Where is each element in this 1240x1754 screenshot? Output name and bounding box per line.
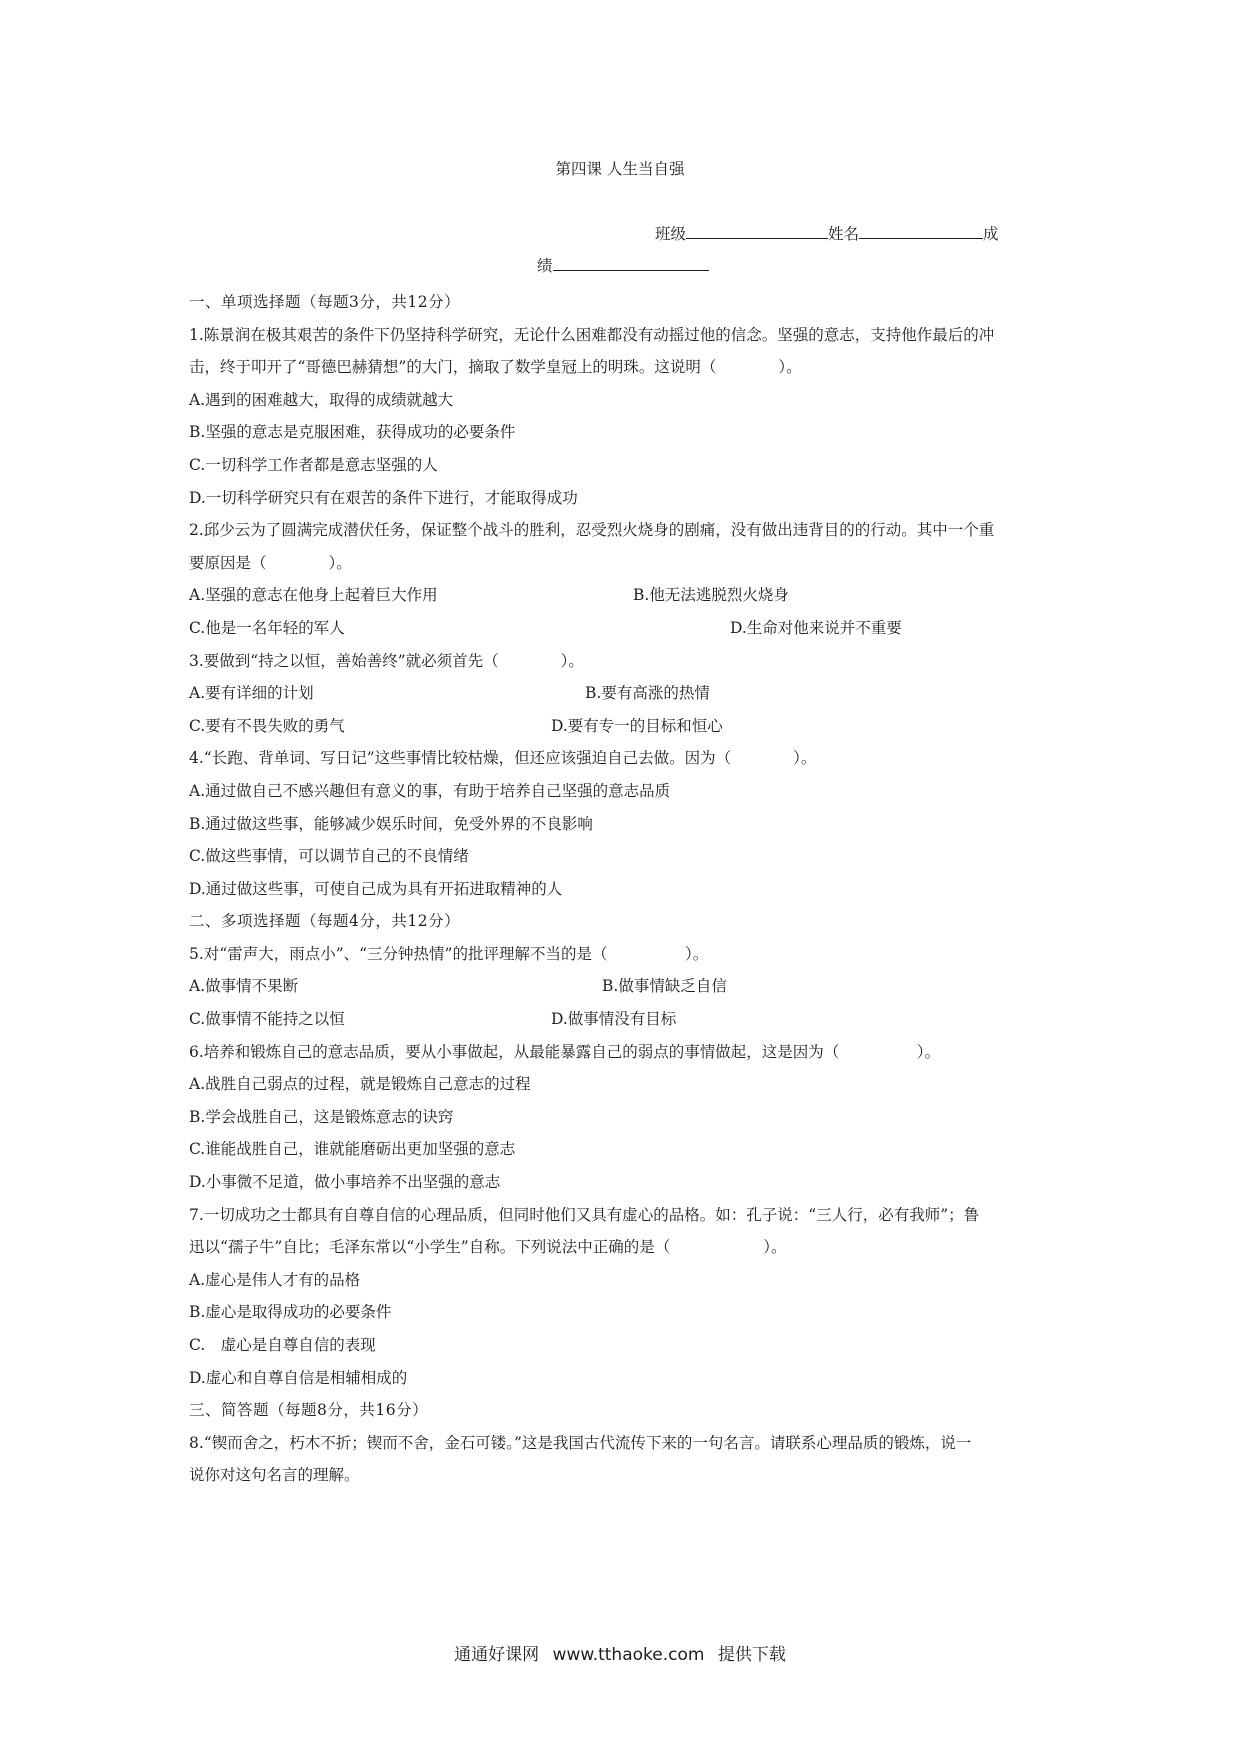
score-label-part2: 绩: [537, 257, 553, 275]
option-row: [189, 612, 1061, 645]
option: C. 虚心是自尊自信的表现: [189, 1336, 376, 1354]
section-heading-short-answer: 三、简答题（每题8分，共16分）: [189, 1401, 429, 1420]
option: D.生命对他来说并不重要: [730, 618, 902, 637]
question-7-line: 迅以“孺子牛”自比；毛泽东常以“小学生”自称。下列说法中正确的是（ ）。: [189, 1238, 787, 1257]
student-info-fields: [655, 222, 999, 244]
question-1-line: 1.陈景润在极其艰苦的条件下仍坚持科学研究，无论什么困难都没有动摇过他的信念。坚强的意志，支持他作最后的冲: [189, 325, 995, 344]
option-row: [189, 970, 1061, 1003]
name-blank[interactable]: [859, 224, 983, 239]
option-row: [189, 1003, 1061, 1036]
option-row: [189, 710, 1061, 743]
option: A.虚心是伟人才有的品格: [189, 1270, 361, 1289]
question-7-line: 7.一切成功之士都具有自尊自信的心理品质，但同时他们又具有虚心的品格。如：孔子说：“三人行，必有我师”；鲁: [189, 1205, 980, 1224]
footer-suffix: 提供下载: [717, 1645, 786, 1665]
questions: [189, 286, 1061, 1492]
option: C.做事情不能持之以恒: [189, 1010, 345, 1029]
option: A.要有详细的计划: [189, 684, 314, 703]
question-2-line: 要原因是（ ）。: [189, 553, 352, 572]
class-blank[interactable]: [686, 224, 828, 239]
question-1-line: 击，终于叩开了“哥德巴赫猜想”的大门，摘取了数学皇冠上的明珠。这说明（ ）。: [189, 358, 802, 377]
option: C.谁能战胜自己，谁就能磨砺出更加坚强的意志: [189, 1140, 516, 1159]
option: A.通过做自己不感兴趣但有意义的事，有助于培养自己坚强的意志品质: [189, 781, 671, 800]
score-label-part1: 成: [983, 225, 999, 243]
option-row: [189, 677, 1061, 710]
option: D.小事微不足道，做小事培养不出坚强的意志: [189, 1173, 501, 1192]
option: B.通过做这些事，能够减少娱乐时间，免受外界的不良影响: [189, 814, 593, 833]
option: A.遇到的困难越大，取得的成绩就越大: [189, 390, 454, 409]
option: D.通过做这些事，可使自己成为具有开拓进取精神的人: [189, 879, 563, 898]
option: B.做事情缺乏自信: [602, 977, 727, 996]
footer-url[interactable]: www.tthaoke.com: [552, 1645, 705, 1665]
option: B.虚心是取得成功的必要条件: [189, 1303, 392, 1322]
option: C.他是一名年轻的军人: [189, 618, 345, 637]
option: B.要有高涨的热情: [585, 684, 710, 703]
option: C.一切科学工作者都是意志坚强的人: [189, 455, 438, 474]
option: B.坚强的意志是克服困难，获得成功的必要条件: [189, 423, 516, 442]
question-8-line: 8.“锲而舍之，朽木不折；锲而不舍，金石可镂。”这是我国古代流传下来的一句名言。请联系心理品质的锻炼，说一: [189, 1433, 972, 1452]
page-title: 第四课 人生当自强: [555, 160, 685, 178]
score-field: [537, 254, 709, 276]
option: C.做这些事情，可以调节自己的不良情绪: [189, 847, 469, 866]
option: A.战胜自己弱点的过程，就是锻炼自己意志的过程: [189, 1075, 531, 1094]
option: A.做事情不果断: [189, 977, 299, 996]
footer-site-name: 通通好课网: [454, 1645, 540, 1665]
question-5-line: 5.对“雷声大，雨点小”、“三分钟热情”的批评理解不当的是（ ）。: [189, 944, 709, 963]
class-label: 班级: [655, 225, 687, 243]
question-2-line: 2.邱少云为了圆满完成潜伏任务，保证整个战斗的胜利，忍受烈火烧身的剧痛，没有做出违背目的的行动。其中一个重: [189, 521, 995, 540]
option: A.坚强的意志在他身上起着巨大作用: [189, 586, 438, 605]
option: D.虚心和自尊自信是相辅相成的: [189, 1368, 408, 1387]
option: D.一切科学研究只有在艰苦的条件下进行，才能取得成功: [189, 488, 578, 507]
footer: [0, 1640, 1240, 1665]
option: C.要有不畏失败的勇气: [189, 716, 345, 735]
option: B.他无法逃脱烈火烧身: [633, 586, 789, 605]
question-8-line: 说你对这句名言的理解。: [189, 1466, 360, 1485]
option: B.学会战胜自己，这是锻炼意志的诀窍: [189, 1107, 454, 1126]
score-blank[interactable]: [553, 256, 709, 271]
question-3-line: 3.要做到“持之以恒，善始善终”就必须首先（ ）。: [189, 651, 584, 670]
section-heading-multiple-choice: 二、多项选择题（每题4分，共12分）: [189, 912, 461, 931]
section-heading-single-choice: 一、单项选择题（每题3分，共12分）: [189, 293, 461, 311]
question-4-line: 4.“长跑、背单词、写日记”这些事情比较枯燥，但还应该强迫自己去做。因为（ ）。: [189, 749, 817, 768]
option: D.做事情没有目标: [551, 1010, 677, 1029]
option: D.要有专一的目标和恒心: [551, 716, 723, 735]
name-label: 姓名: [828, 225, 860, 243]
option-row: [189, 579, 1061, 612]
question-6-line: 6.培养和锻炼自己的意志品质，要从小事做起，从最能暴露自己的弱点的事情做起，这是因为（ ）。: [189, 1042, 941, 1061]
